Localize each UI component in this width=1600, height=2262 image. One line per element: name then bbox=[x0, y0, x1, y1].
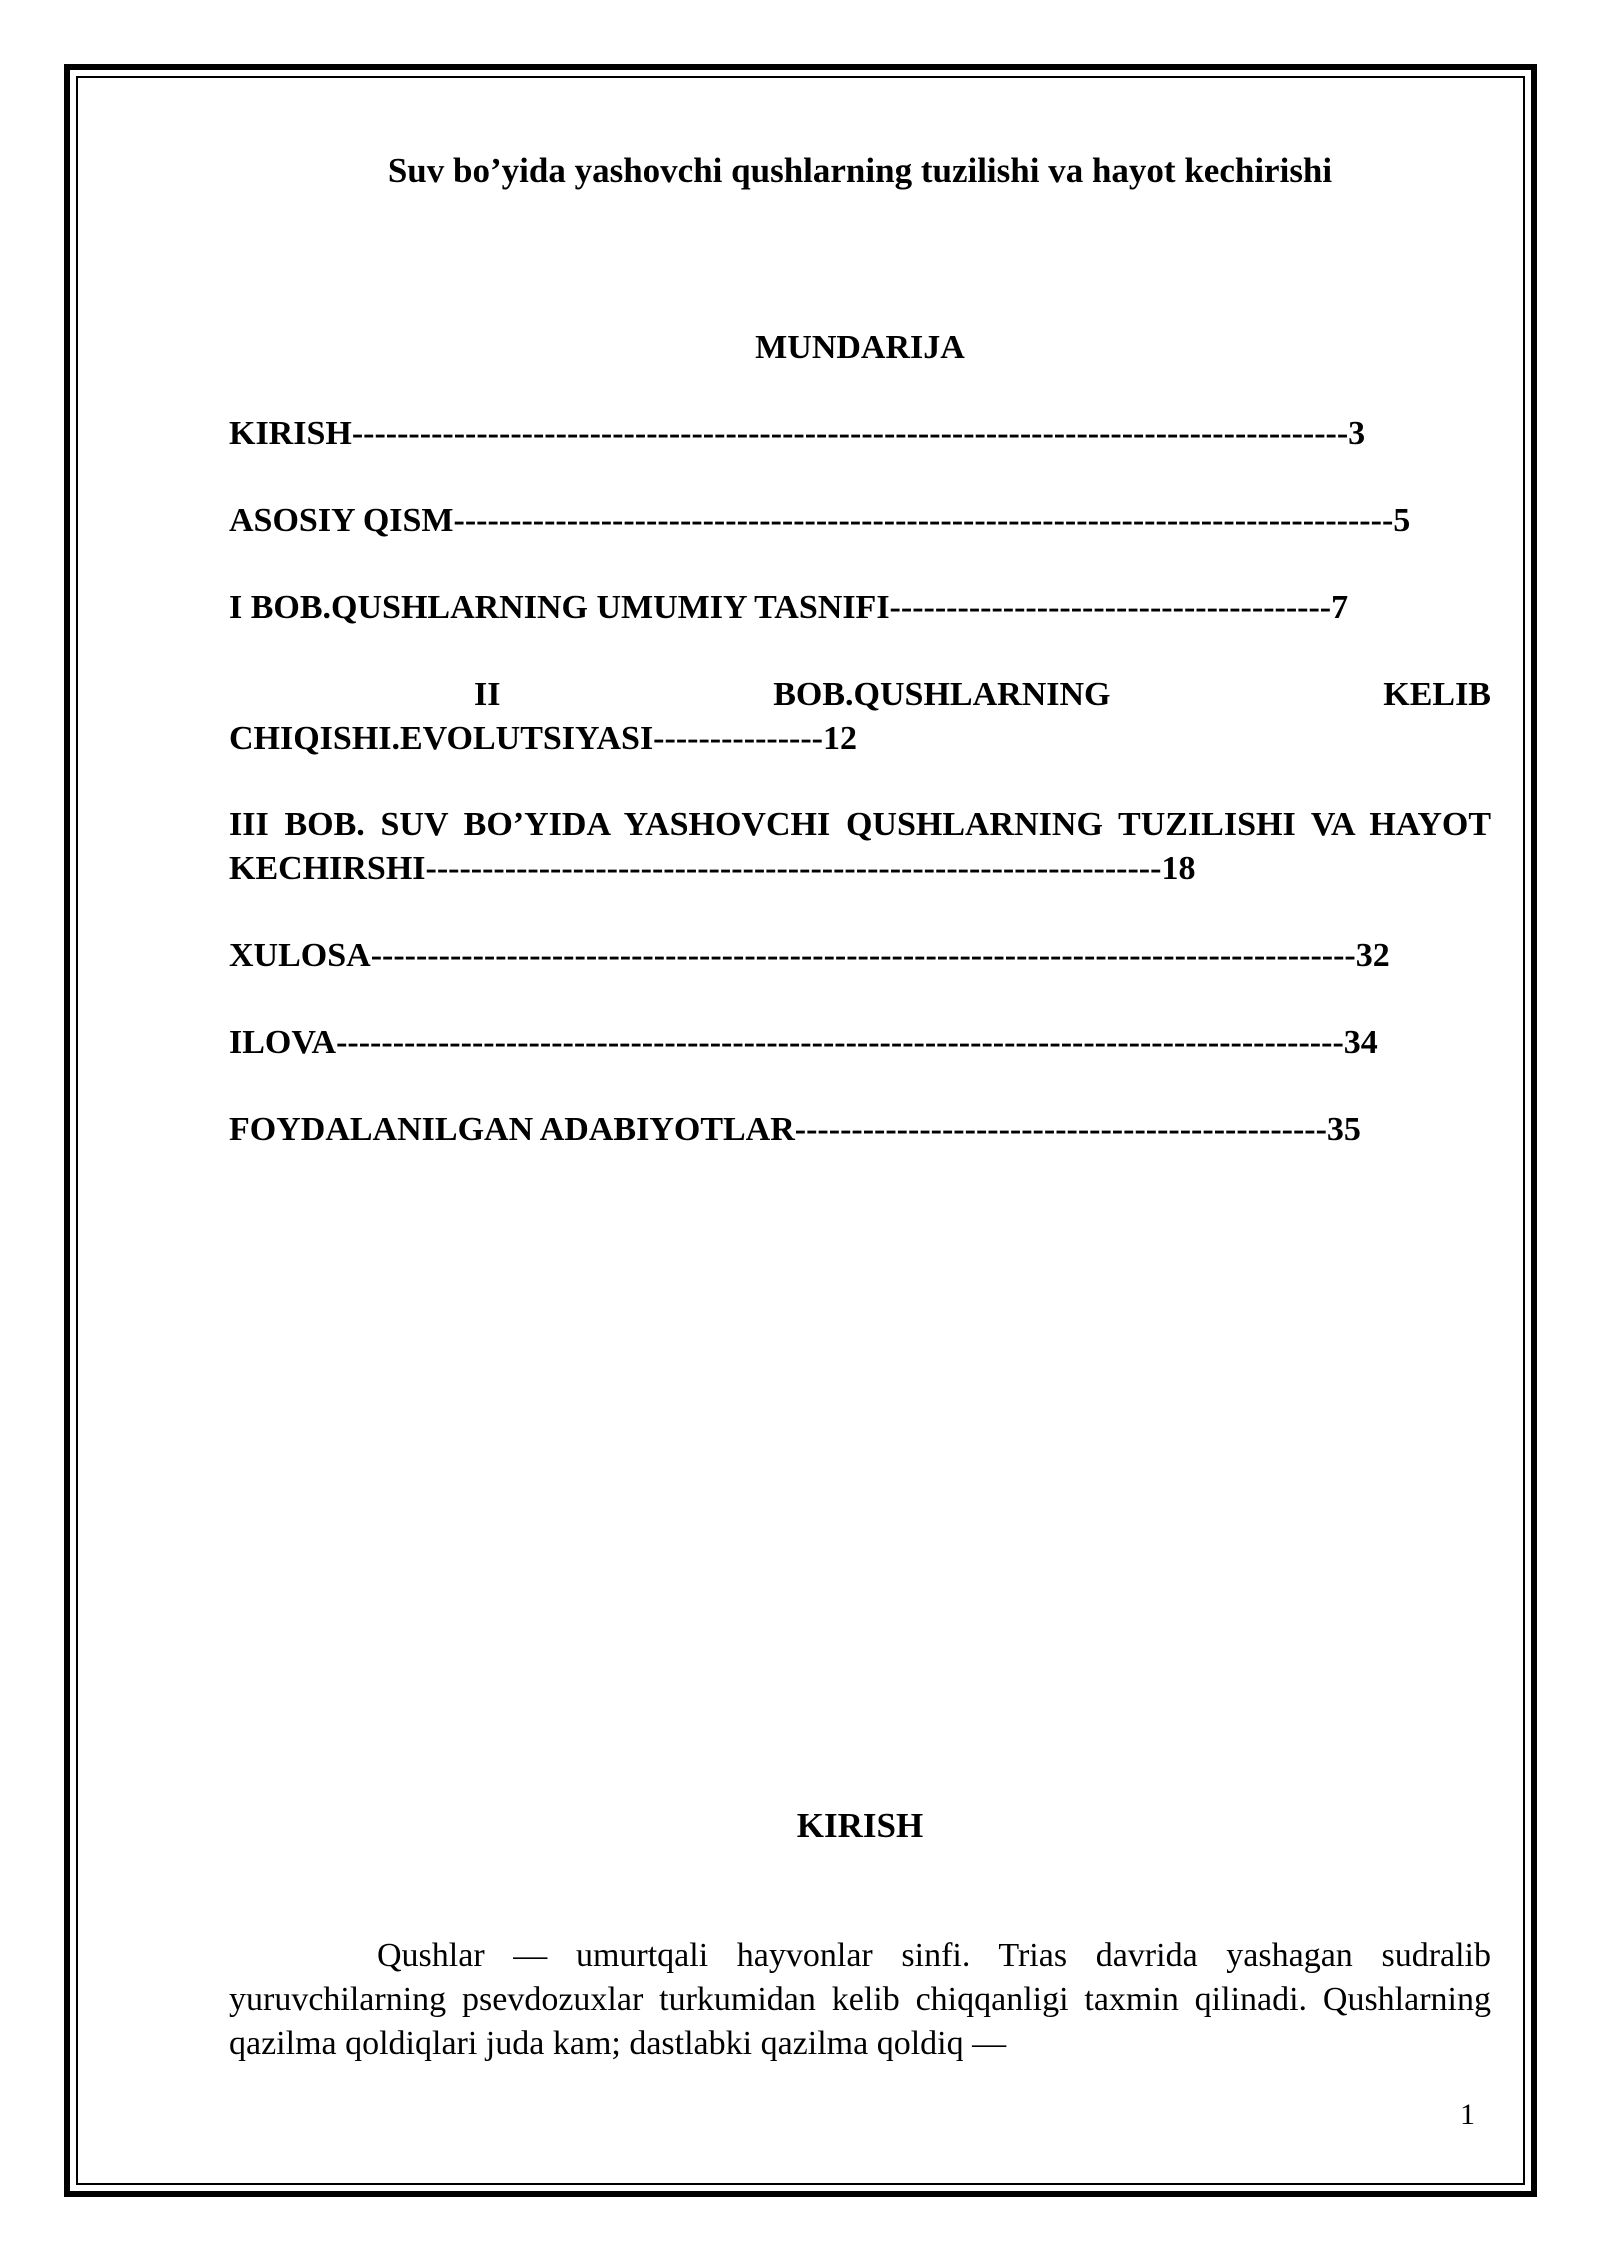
toc-word: II bbox=[474, 676, 501, 713]
toc-entry-chapter-2[interactable] bbox=[229, 673, 1491, 761]
toc-word: KELIB bbox=[1383, 676, 1491, 713]
toc-word: BOB.QUSHLARNING bbox=[773, 676, 1111, 713]
toc-heading: MUNDARIJA bbox=[755, 329, 965, 366]
section-heading-kirish: KIRISH bbox=[796, 1806, 924, 1845]
toc-entry-chapter-1[interactable]: I BOB.QUSHLARNING UMUMIY TASNIFI---------------------------------------7 bbox=[229, 589, 1349, 626]
toc-entry-kirish[interactable]: KIRISH----------------------------------------------------------------------------------------3 bbox=[229, 415, 1366, 452]
toc-entry-adabiyotlar[interactable]: FOYDALANILGAN ADABIYOTLAR-----------------------------------------------35 bbox=[229, 1111, 1361, 1148]
toc-entry-ilova[interactable]: ILOVA-----------------------------------------------------------------------------------------34 bbox=[229, 1024, 1378, 1061]
intro-paragraph: Qushlar — umurtqali hayvonlar sinfi. Trias davrida yashagan sudralib yuruvchilarning psevdozuxlar turkumidan kelib chiqqanligi taxmin qilinadi. Qushlarning qazilma qoldiqlari juda kam; dastlabki qazilma qoldiq — bbox=[229, 1937, 1491, 2062]
toc-entry-asosiy-qism[interactable]: ASOSIY QISM-----------------------------------------------------------------------------------5 bbox=[229, 502, 1411, 539]
toc-entry-xulosa[interactable]: XULOSA---------------------------------------------------------------------------------------32 bbox=[229, 937, 1390, 974]
toc-entry-chapter-2-line1 bbox=[229, 673, 1491, 717]
toc-entry-chapter-3[interactable]: III BOB. SUV BO’YIDA YASHOVCHI QUSHLARNING TUZILISHI VA HAYOT KECHIRSHI-----------------------------------------------------------------18 bbox=[229, 806, 1491, 887]
toc-entry-chapter-2-line2: CHIQISHI.EVOLUTSIYASI---------------12 bbox=[229, 720, 858, 757]
document-title: Suv bo’yida yashovchi qushlarning tuzilishi va hayot kechirishi bbox=[387, 151, 1333, 190]
page-number: 1 bbox=[1460, 2098, 1475, 2131]
